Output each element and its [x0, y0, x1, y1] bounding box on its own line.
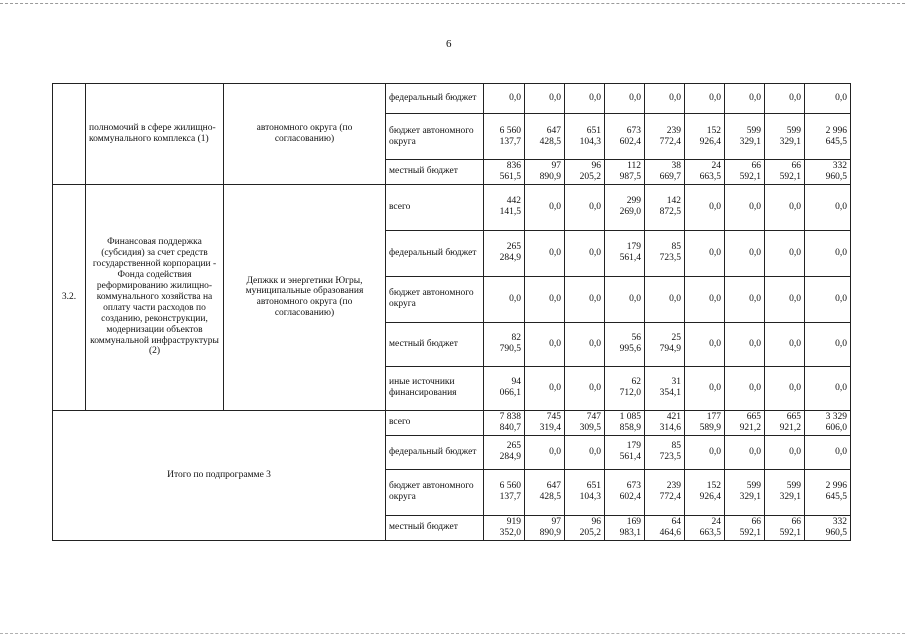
source-cell	[386, 230, 484, 276]
value-cell	[565, 84, 605, 114]
value-text: 152 926,4	[699, 481, 721, 503]
value-text: 0,0	[835, 446, 847, 457]
value-cell	[685, 184, 725, 230]
value-text: 836 561,5	[499, 161, 521, 182]
value-text: 0,0	[709, 338, 721, 349]
value-cell	[805, 184, 851, 230]
value-cell	[605, 84, 645, 114]
scan-top-edge	[0, 3, 905, 4]
value-text: 421 314,6	[659, 411, 681, 433]
value-cell	[605, 435, 645, 469]
value-cell	[605, 410, 645, 435]
value-cell	[484, 230, 525, 276]
value-cell	[525, 230, 565, 276]
value-cell	[645, 84, 685, 114]
value-text: 0,0	[589, 382, 601, 393]
value-text: 673 602,4	[619, 481, 641, 503]
source-text: федеральный бюджет	[389, 446, 477, 457]
value-cell	[565, 366, 605, 410]
value-text: 647 428,5	[539, 481, 561, 503]
value-text: 7 838 840,7	[499, 411, 521, 433]
value-text: 96 205,2	[579, 161, 601, 182]
value-text: 0,0	[749, 446, 761, 457]
value-cell	[525, 410, 565, 435]
source-cell	[386, 435, 484, 469]
value-text: 0,0	[789, 247, 801, 258]
value-text: 0,0	[629, 93, 641, 104]
source-cell: всего	[386, 184, 484, 230]
value-text: 85 723,5	[659, 242, 681, 264]
value-text: 112 987,5	[619, 161, 641, 182]
value-text: 0,0	[509, 93, 521, 104]
value-cell	[805, 410, 851, 435]
source-text: бюджет автономного округа	[389, 125, 474, 147]
value-cell	[685, 366, 725, 410]
value-text: 673 602,4	[619, 125, 641, 147]
value-cell	[565, 184, 605, 230]
value-text: 0,0	[709, 293, 721, 304]
value-cell	[605, 160, 645, 185]
value-text: 0,0	[749, 201, 761, 212]
value-cell	[725, 410, 765, 435]
value-text: 332 960,5	[825, 516, 847, 538]
value-text: 96 205,2	[579, 516, 601, 538]
value-cell	[765, 515, 805, 540]
value-cell	[805, 366, 851, 410]
value-cell	[565, 469, 605, 515]
value-text: 0,0	[549, 201, 561, 212]
value-cell	[725, 114, 765, 160]
source-cell	[386, 114, 484, 160]
value-cell	[525, 184, 565, 230]
value-cell	[605, 469, 645, 515]
value-text: 1 085 858,9	[619, 411, 641, 433]
value-text: 647 428,5	[539, 125, 561, 147]
value-text: 179 561,4	[619, 242, 641, 264]
executor-cell	[224, 184, 386, 410]
value-text: 239 772,4	[659, 481, 681, 503]
value-cell	[525, 160, 565, 185]
value-cell	[685, 114, 725, 160]
value-cell	[565, 435, 605, 469]
value-text: 24 663,5	[699, 516, 721, 538]
value-text: 6 560 137,7	[499, 125, 521, 147]
value-text: 6 560 137,7	[499, 481, 521, 503]
executor-cell	[224, 84, 386, 185]
value-cell	[765, 435, 805, 469]
value-cell	[765, 230, 805, 276]
source-cell: местный бюджет	[386, 515, 484, 540]
value-text: 66 592,1	[739, 161, 761, 182]
value-cell	[725, 435, 765, 469]
value-text: 665 921,2	[779, 411, 801, 433]
value-text: 0,0	[549, 247, 561, 258]
value-cell	[805, 230, 851, 276]
value-cell	[645, 114, 685, 160]
value-text: 0,0	[749, 247, 761, 258]
value-text: 177 589,9	[699, 411, 721, 433]
value-text: 152 926,4	[699, 125, 721, 147]
value-cell	[725, 184, 765, 230]
task-cell	[86, 184, 224, 410]
value-cell	[484, 322, 525, 366]
value-text: 0,0	[789, 446, 801, 457]
task-cell	[86, 84, 224, 185]
source-cell	[386, 366, 484, 410]
value-cell	[765, 410, 805, 435]
value-cell	[484, 366, 525, 410]
task-text: Финансовая поддержка (субсидия) за счет средств государственной корпорации - Фонда содействия реформированию жилищно-коммунального хозяйства на оплату части расходов по созданию, реконструкции, модернизации объектов коммунальной инфраструктуры (2)	[90, 237, 219, 357]
value-cell	[805, 160, 851, 185]
value-cell	[805, 276, 851, 322]
value-cell	[605, 184, 645, 230]
value-text: 0,0	[709, 446, 721, 457]
value-cell	[525, 469, 565, 515]
value-cell	[765, 114, 805, 160]
value-text: 599 329,1	[739, 125, 761, 147]
row-number-cell	[53, 84, 86, 185]
value-cell	[525, 84, 565, 114]
value-cell	[605, 276, 645, 322]
value-text: 0,0	[749, 338, 761, 349]
value-cell	[765, 322, 805, 366]
value-cell	[765, 366, 805, 410]
value-text: 0,0	[749, 293, 761, 304]
value-text: 0,0	[789, 338, 801, 349]
value-text: 0,0	[709, 93, 721, 104]
value-text: 66 592,1	[739, 516, 761, 538]
value-text: 265 284,9	[499, 441, 521, 463]
value-text: 0,0	[789, 201, 801, 212]
value-cell	[605, 366, 645, 410]
page-number: 6	[446, 38, 452, 50]
value-cell	[765, 84, 805, 114]
value-cell	[484, 160, 525, 185]
source-text: иные источники финансирования	[389, 377, 457, 399]
value-cell	[725, 515, 765, 540]
value-text: 442 141,5	[499, 196, 521, 218]
budget-table-body	[53, 84, 851, 541]
value-text: 56 995,6	[619, 333, 641, 355]
value-text: 2 996 645,5	[825, 125, 847, 147]
value-cell	[484, 276, 525, 322]
value-text: 745 319,4	[539, 411, 561, 433]
value-cell	[645, 184, 685, 230]
value-cell	[765, 184, 805, 230]
executor-text: Депжкк и энергетики Югры, муниципальные образования автономного округа (по согласованию)	[245, 275, 364, 319]
value-text: 0,0	[589, 293, 601, 304]
value-text: 25 794,9	[659, 333, 681, 355]
value-text: 85 723,5	[659, 441, 681, 463]
value-cell	[484, 184, 525, 230]
value-cell	[484, 84, 525, 114]
value-cell	[685, 84, 725, 114]
value-text: 3 329 606,0	[825, 411, 847, 433]
value-text: 66 592,1	[779, 161, 801, 182]
total-label-cell: Итого по подпрограмме 3	[53, 410, 386, 540]
value-text: 665 921,2	[739, 411, 761, 433]
value-cell	[565, 276, 605, 322]
value-text: 0,0	[709, 247, 721, 258]
value-text: 0,0	[789, 382, 801, 393]
value-text: 651 104,3	[579, 125, 601, 147]
value-cell	[645, 160, 685, 185]
value-cell	[725, 322, 765, 366]
value-cell	[605, 230, 645, 276]
source-text: бюджет автономного округа	[389, 481, 474, 503]
value-text: 0,0	[835, 247, 847, 258]
row-number-cell: 3.2.	[53, 184, 86, 410]
value-cell	[645, 366, 685, 410]
budget-table	[52, 83, 851, 541]
value-cell	[565, 114, 605, 160]
value-cell	[484, 435, 525, 469]
value-cell	[645, 515, 685, 540]
value-text: 94 066,1	[499, 377, 521, 399]
value-text: 0,0	[669, 293, 681, 304]
value-text: 0,0	[549, 293, 561, 304]
value-text: 0,0	[835, 382, 847, 393]
value-cell	[484, 515, 525, 540]
value-cell	[725, 160, 765, 185]
value-cell	[725, 230, 765, 276]
value-cell	[525, 515, 565, 540]
value-cell	[645, 410, 685, 435]
value-text: 0,0	[835, 338, 847, 349]
value-cell	[725, 276, 765, 322]
value-cell	[605, 114, 645, 160]
value-cell	[565, 515, 605, 540]
value-cell	[805, 435, 851, 469]
value-cell	[725, 469, 765, 515]
table-row	[53, 84, 851, 114]
value-text: 2 996 645,5	[825, 481, 847, 503]
value-text: 38 669,7	[659, 161, 681, 182]
value-cell	[645, 230, 685, 276]
value-text: 239 772,4	[659, 125, 681, 147]
value-text: 66 592,1	[779, 516, 801, 538]
value-text: 0,0	[549, 446, 561, 457]
value-text: 0,0	[589, 201, 601, 212]
executor-text: автономного округа (по согласованию)	[256, 123, 353, 144]
source-cell	[386, 276, 484, 322]
value-cell	[765, 469, 805, 515]
value-text: 97 890,9	[539, 516, 561, 538]
value-text: 0,0	[549, 93, 561, 104]
value-text: 0,0	[549, 338, 561, 349]
source-cell: федеральный бюджет	[386, 84, 484, 114]
value-text: 97 890,9	[539, 161, 561, 182]
value-cell	[484, 410, 525, 435]
value-cell	[805, 84, 851, 114]
table-row	[53, 184, 851, 230]
value-text: 0,0	[589, 338, 601, 349]
value-cell	[685, 435, 725, 469]
table-row	[53, 410, 851, 435]
value-text: 299 269,0	[619, 196, 641, 218]
value-text: 62 712,0	[619, 377, 641, 399]
value-cell	[484, 469, 525, 515]
value-text: 0,0	[549, 382, 561, 393]
value-cell	[685, 410, 725, 435]
value-text: 0,0	[835, 93, 847, 104]
source-text: федеральный бюджет	[389, 247, 477, 258]
value-text: 82 790,5	[499, 333, 521, 355]
value-cell	[525, 366, 565, 410]
value-text: 0,0	[749, 93, 761, 104]
value-cell	[565, 230, 605, 276]
value-text: 0,0	[789, 93, 801, 104]
value-text: 169 983,1	[619, 516, 641, 538]
value-text: 599 329,1	[779, 125, 801, 147]
value-cell	[645, 322, 685, 366]
value-cell	[805, 515, 851, 540]
source-text: бюджет автономного округа	[389, 288, 474, 310]
value-cell	[605, 322, 645, 366]
value-text: 265 284,9	[499, 242, 521, 264]
value-cell	[685, 515, 725, 540]
source-cell	[386, 469, 484, 515]
value-text: 0,0	[509, 293, 521, 304]
value-text: 919 352,0	[499, 516, 521, 538]
value-text: 599 329,1	[739, 481, 761, 503]
value-cell	[484, 114, 525, 160]
source-cell: всего	[386, 410, 484, 435]
value-text: 0,0	[789, 293, 801, 304]
value-cell	[765, 276, 805, 322]
value-text: 0,0	[709, 382, 721, 393]
value-cell	[525, 435, 565, 469]
value-text: 64 464,6	[659, 516, 681, 538]
value-cell	[765, 160, 805, 185]
source-cell: местный бюджет	[386, 160, 484, 185]
value-text: 651 104,3	[579, 481, 601, 503]
value-cell	[645, 469, 685, 515]
task-text: полномочий в сфере жилищно-коммунального комплекса (1)	[89, 123, 216, 144]
value-text: 0,0	[709, 201, 721, 212]
value-cell	[525, 276, 565, 322]
value-cell	[525, 114, 565, 160]
value-text: 142 872,5	[659, 196, 681, 218]
value-text: 0,0	[835, 293, 847, 304]
value-text: 0,0	[749, 382, 761, 393]
value-text: 747 309,5	[579, 411, 601, 433]
value-cell	[525, 322, 565, 366]
value-cell	[805, 322, 851, 366]
value-cell	[725, 84, 765, 114]
value-text: 0,0	[589, 93, 601, 104]
value-text: 0,0	[835, 201, 847, 212]
value-text: 332 960,5	[825, 161, 847, 182]
source-cell: местный бюджет	[386, 322, 484, 366]
value-text: 179 561,4	[619, 441, 641, 463]
value-text: 31 354,1	[659, 377, 681, 399]
value-cell	[805, 469, 851, 515]
value-text: 599 329,1	[779, 481, 801, 503]
value-cell	[645, 276, 685, 322]
value-cell	[645, 435, 685, 469]
value-cell	[685, 276, 725, 322]
value-text: 24 663,5	[699, 161, 721, 182]
scan-bottom-edge	[0, 633, 905, 634]
value-cell	[605, 515, 645, 540]
value-text: 0,0	[589, 446, 601, 457]
value-cell	[565, 322, 605, 366]
value-text: 0,0	[589, 247, 601, 258]
value-cell	[565, 410, 605, 435]
value-cell	[725, 366, 765, 410]
value-cell	[685, 230, 725, 276]
value-cell	[805, 114, 851, 160]
value-cell	[685, 322, 725, 366]
value-text: 0,0	[669, 93, 681, 104]
value-cell	[685, 469, 725, 515]
value-cell	[565, 160, 605, 185]
value-cell	[685, 160, 725, 185]
value-text: 0,0	[629, 293, 641, 304]
